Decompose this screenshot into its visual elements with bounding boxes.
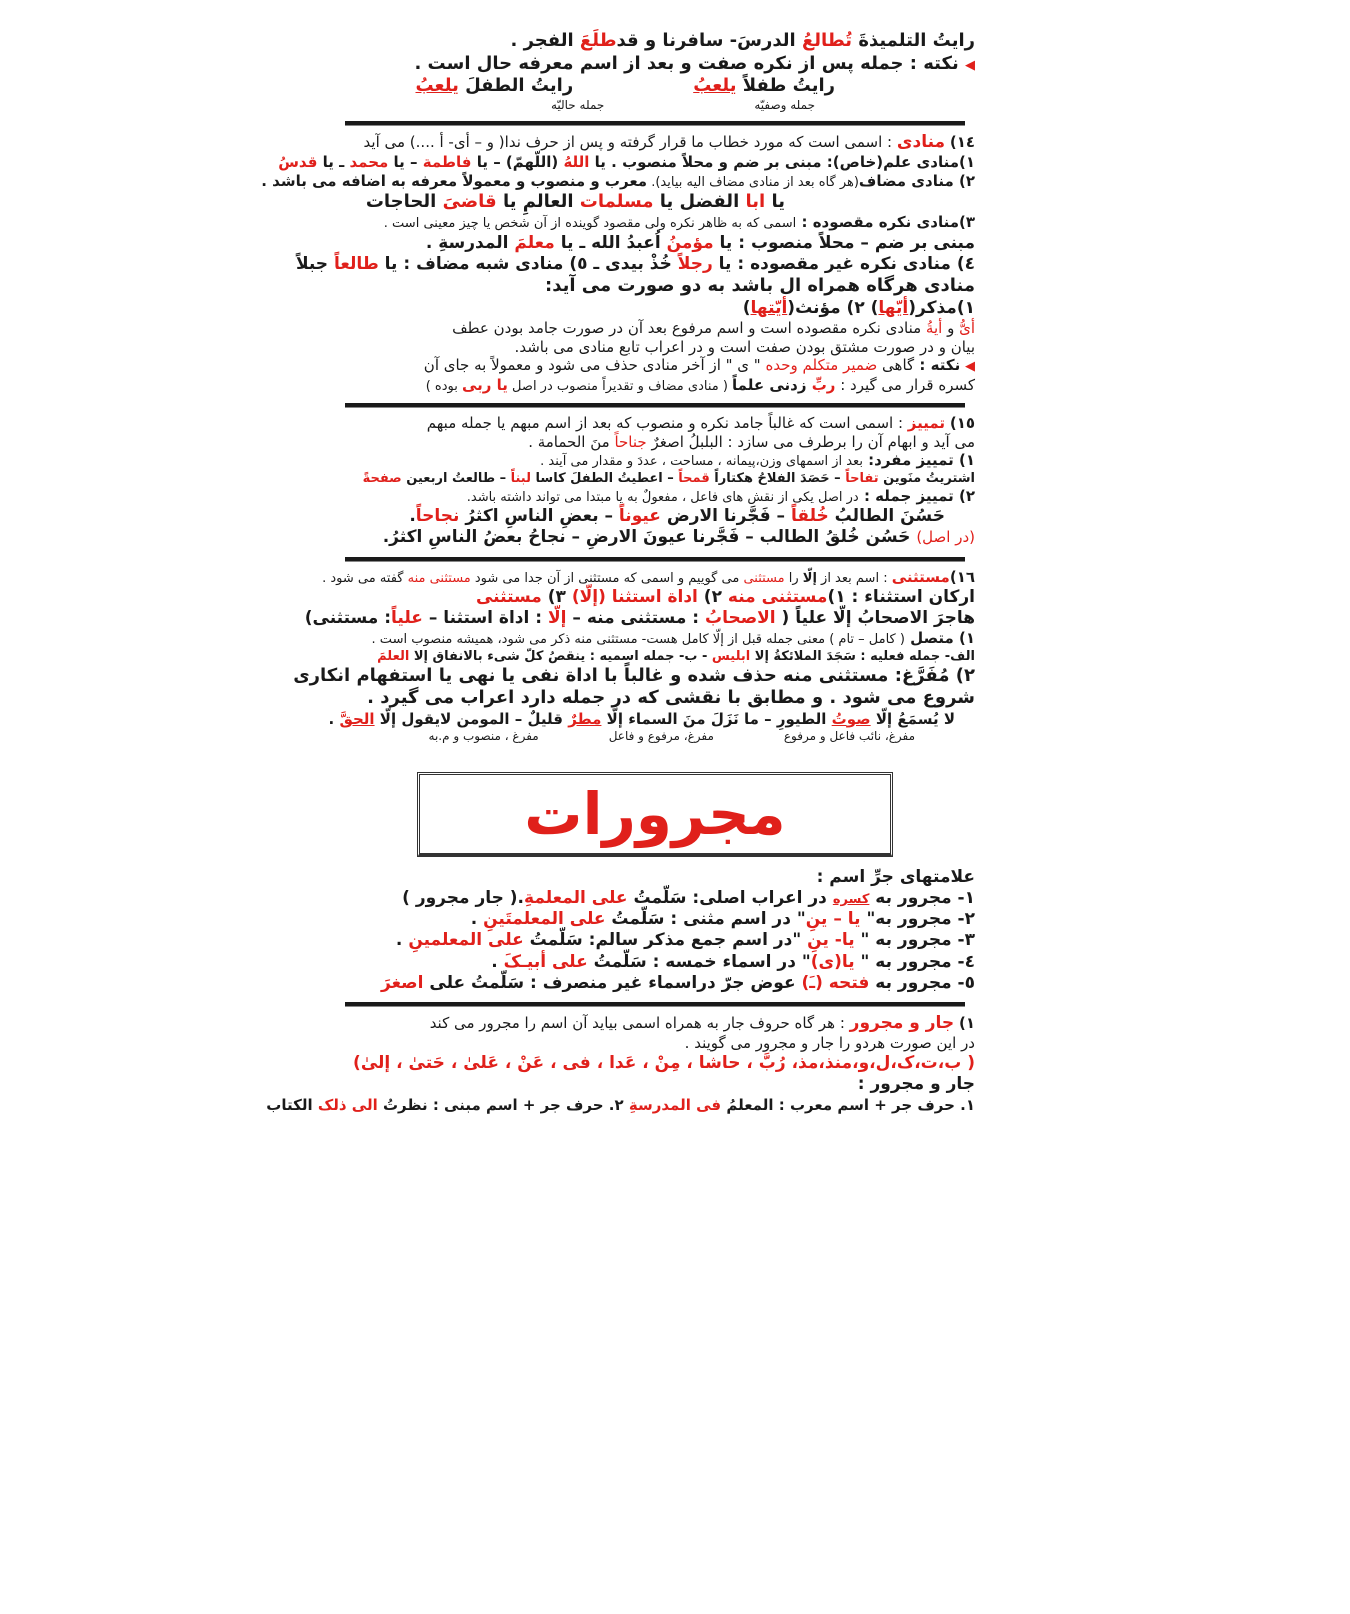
munada-nakira-maqsuda: ٣)منادی نکره مقصوده : اسمی که به ظاهر نکره ولی مقصود گوینده از آن شخص یا چیز معینی است . <box>383 213 975 232</box>
munada-nakira-examples: مبنی بر ضم – محلاً منصوب : یا مؤمنُ اُعبدُ الله ـ یا معلمَ المدرسةِ . <box>425 232 975 253</box>
divider <box>345 403 965 408</box>
muttasil: ١) متصل ( کامل – تام ) معنی جمله قبل از إلّا کامل هست- مستثنی منه ذکر می شود، همیشه منصوب است . <box>371 629 975 648</box>
divider <box>345 1002 965 1007</box>
ayyu-explanation-2: بیان و در صورت مشتق بودن صفت است و در اعراب تابع منادی می باشد. <box>514 337 975 356</box>
list-item: ٤- مجرور به " یا(ی)" در اسماء خمسه : سَلّمتُ علی أبیـکَ . <box>491 951 975 972</box>
section-title-box <box>417 772 893 857</box>
istithna-example: هاجرَ الاصحابُ إلّا علیاً ( الاصحابُ : مستثنی منه – إلّا : اداة استثنا – علیاً: مستثنی) <box>304 608 975 628</box>
tamyiz-mufrad-examples: اشتریتُ منَوین تفاحاً – حَصَدَ الفلاحُ هکتاراً قمحاً – اعطیتُ الطفلَ کاسا لبناً – طالعتُ اربعین صفحةً <box>362 470 975 486</box>
istithna-pillars: ارکان استثناء : ١)مستثنی منه ٢) اداة استثنا (إلّا) ٣) مستثنی <box>475 586 975 607</box>
divider <box>345 121 965 126</box>
list-item: ٥- مجرور به فتحه (ـَ) عوض جرّ دراسماء غیر منصرف : سَلّمتُ علی اصغرَ <box>381 972 975 993</box>
triangle-bullet-icon: ◀ <box>965 359 975 375</box>
example-line: رایتُ التلمیذةَ تُطالعُ الدرسَ- سافرنا و قدطلَعَ الفجر . <box>510 30 975 51</box>
note-line: ◀ نکته : جمله پس از نکره صفت و بعد از اسم معرفه حال است . <box>414 52 975 74</box>
mufarragh: ٢) مُفَرَّغ: مستثنی منه حذف شده و غالباً با اداة نفی یا نهی یا استفهام انکاری <box>293 664 975 686</box>
jar-majrur-definition-2: در این صورت هردو را جار و مجرور می گویند . <box>684 1034 975 1053</box>
munada-ghayr-maqsuda: ٤) منادی نکره غیر مقصوده : یا رجلاً خُذْ بیدی ـ ٥) منادی شبه مضاف : یا طالعاً جبلاً <box>295 253 975 274</box>
list-item: ١- مجرور به کسره در اعراب اصلی: سَلّمتُ علی المعلمةِ.( جار مجرور ) <box>402 887 975 908</box>
tamyiz-jumla-original: (در اصل) حَسُن خُلقُ الطالب – فَجَّرنا عیونَ الارضِ – نجاحُ بعضُ الناسِ اکثرُ. <box>382 527 975 548</box>
jar-letters-list: ( ب،ت،ک،ل،و،منذ،مذ، رُبَّ ، حاشا ، مِنْ ، عَدا ، فی ، عَنْ ، عَلیٰ ، حَتیٰ ، إلیٰ) <box>353 1053 975 1073</box>
jarr-signs-list <box>335 888 975 994</box>
mufarragh-examples: لا یُسمَعُ إلّا صوتُ الطیورِ – ما نَزَلَ منَ السماء إلّا مطرٌ قلیلٌ – المومن لایقول إلّا الحقَّ . <box>328 709 955 728</box>
jar-majrur-definition: ١) جار و مجرور : هر گاه حروف جار به همراه اسمی بیاید آن اسم را مجرور می کند <box>429 1013 975 1033</box>
list-item: ٣- مجرور به " یا- ینِ "در اسم جمع مذکر سالم: سَلّمتُ علی المعلمینِ . <box>395 930 975 951</box>
list-item: ٢- مجرور به" یا – ینِ" در اسم مثنی : سَلّمتُ علی المعلمتَینِ . <box>470 909 975 929</box>
muttasil-examples: الف- جمله فعلیه : سَجَدَ الملائکةُ إلا ابلیس - ب- جمله اسمیه : ینقصُ کلّ شیء بالانفاق إلا العلمَ <box>377 648 975 664</box>
tamyiz-mufrad: ١) تمییز مفرد: بعد از اسمهای وزن،پیمانه ، مساحت ، عددَ و مقدار می آیند . <box>540 451 975 470</box>
caption-pair: جمله وصفیّه جمله حالیّه <box>550 97 815 112</box>
munada-gender-forms: ١)مذکر(أیّها) ٢) مؤنث(أیّتها) <box>742 297 975 318</box>
tamyiz-jumla: ٢) تمییز جمله : در اصل یکی از نقش های فاعل ، مفعولٌ به یا مبتدا می تواند داشته باشد. <box>466 486 975 505</box>
jar-majrur-examples: ١. حرف جر + اسم معرب : المعلمُ فی المدرسةِ ٢. حرف جر + اسم مبنی : نظرتُ الی ذلک الکتاب <box>266 1095 975 1114</box>
jarr-signs-heading: علامتهای جرِّ اسم : <box>816 866 975 887</box>
munada-mudaf: ٢) منادی مضاف(هر گاه بعد از منادی مضاف الیه بیاید). معرب و منصوب و معمولاً معرفه به اضافه می باشد . <box>261 171 975 190</box>
munada-mudaf-examples: یا ابا الفضل یا مسلمات العالمِ یا قاضیَ الحاجات <box>365 190 785 212</box>
munada-alam: ١)منادی علم(خاص): مبنی بر ضم و محلاً منصوب . یا اللهُ (اللّهمّ) – یا فاطمة – یا محمد ـ یا قدسُ <box>278 152 975 171</box>
section-15-definition: ١٥) تمییز : اسمی است که غالباً جامد نکره و منصوب که بعد از اسم مبهم یا جمله مبهم <box>426 413 975 432</box>
section-title: مجرورات <box>524 779 786 848</box>
note-line-2: کسره قرار می گیرد : ربِّ زدنی علماً ( منادی مضاف و تقدیراً منصوب در اصل یا ربی بوده ) <box>425 375 975 394</box>
section-16-definition: ١٦)مستثنی : اسم بعد از إلّا را مستثنی می گوییم و اسمی که مستثنی از آن جدا می شود مستثنی منه گفته می شود . <box>322 567 975 586</box>
section-14-definition: ١٤) منادی : اسمی است که مورد خطاب ما قرار گرفته و پس از حرف ندا( و – أی- أ ....) می آید <box>363 131 975 152</box>
jar-majrur-subheading: جار و مجرور : <box>857 1074 975 1095</box>
ayyu-explanation: أیُّ و أیةُ منادی نکره مقصوده است و اسم مرفوع بعد آن در صورت جامد بودن عطف <box>452 318 975 337</box>
munada-with-al: منادی هرگاه همراه ال باشد به دو صورت می آید: <box>545 275 975 296</box>
tamyiz-jumla-examples: حَسُنَ الطالبُ خُلقاً – فَجَّرنا الارض عیوناً – بعضِ الناسِ اکثرُ نجاحاً. <box>409 506 945 526</box>
textbook-page <box>261 30 975 1114</box>
triangle-bullet-icon: ◀ <box>965 57 975 73</box>
divider <box>345 557 965 562</box>
mufarragh-2: شروع می شود . و مطابق با نقشی که در جمله دارد اعراب می گیرد . <box>367 687 975 709</box>
section-15-definition-2: می آید و ابهام آن را برطرف می سازد : البلبلُ اصغرٌ جناحاً منَ الحمامة . <box>528 432 975 451</box>
mufarragh-captions: مفرغ، نائب فاعل و مرفوع مفرغ، مرفوع و فاعل مفرغ ، منصوب و م.به <box>428 728 915 743</box>
example-pair: رایتُ طفلاً یلعبُ رایتُ الطفلَ یلعبُ <box>415 75 835 96</box>
note-line: ◀ نکته : گاهی ضمیر متکلم وحده " ی " از آخر منادی حذف می شود و معمولاً به جای آن <box>423 356 975 375</box>
